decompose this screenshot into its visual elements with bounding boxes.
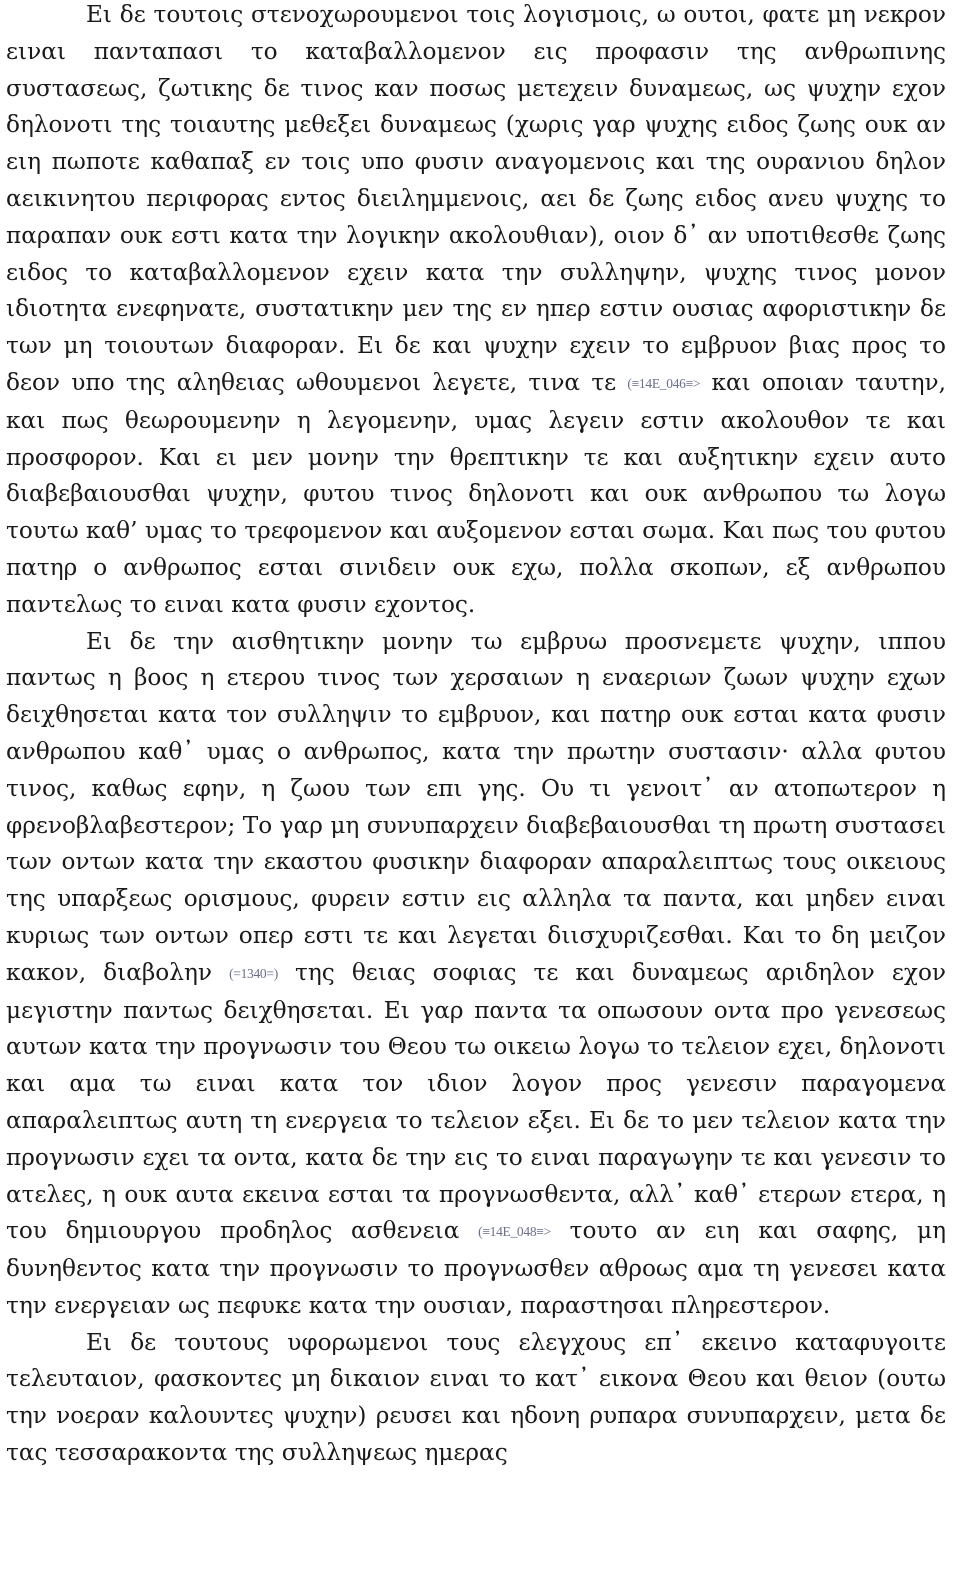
paragraph-2-text-c: τουτο αν ειη και σαφης, μη δυνηθεντος κατα την προγνωσιν το προγνωσθεν αθροως αμα τη γενεσει κατα την ενεργειαν ως πεφυκε κατα την ουσιαν, παραστησαι πληρεστερον. bbox=[6, 1217, 946, 1319]
paragraph-2-text-b: της θειας σοφιας τε και δυναμεως αριδηλον εχον μεγιστην παντως δειχθησεται. Ει γαρ παντα τα οπωσουν οντα προ γενεσεως αυτων κατα την προγνωσιν του Θεου τω οικειω λογω το τελειον εχει, δηλονοτι και αμα τω ειναι κατα τον ιδιον λογον προς γενεσιν παραγομενα απαραλειπτως αυτη τη ενεργεια το τελειον εξει. Ει δε το μεν τελειον κατα την προγνωσιν εχει τα οντα, κατα δε την εις το ειναι παραγωγην τε και γενεσιν το ατελες, η ουκ αυτα εκεινα εσται τα προγνωσθεντα, αλλ᾽ καθ᾽ ετερων ετερα, η του δημιουργου προδηλος ασθενεια bbox=[6, 958, 946, 1245]
paragraph-2 bbox=[6, 624, 946, 1325]
paragraph-2-text-a: Ει δε την αισθητικην μονην τω εμβρυω προσνεμετε ψυχην, ιππου παντως η βοος η ετερου τινος των χερσαιων η εναεριων ζωων ψυχην εχων δειχθησεται κατα τον συλληψιν το εμβρυον, και πατηρ ουκ εσται κατα φυσιν ανθρωπου καθ᾽ υμας ο ανθρωπος, κατα την πρωτην συστασιν· αλλα φυτου τινος, καθως εφην, η ζωου των επι γης. Ου τι γενοιτ᾽ αν ατοπωτερον η φρενοβλαβεστερον; Το γαρ μη συνυπαρχειν διαβεβαιουσθαι τη πρωτη συστασει των οντων κατα την εκαστου φυσικην διαφοραν απαραλειπτως τους οικειους της υπαρξεως ορισμους, φυρειν εστιν εις αλληλα τα παντα, και μηδεν ειναι κυριως των οντων οπερ εστι τε και λεγεται διισχυριζεσθαι. Και το δη μειζον κακον, διαβολην bbox=[6, 627, 946, 986]
page-marker-1340: (=1340=) bbox=[229, 965, 278, 981]
page-marker-14e-046: (≡14E_046≡> bbox=[627, 375, 701, 391]
page-marker-14e-048: (≡14E_048≡> bbox=[478, 1224, 551, 1240]
paragraph-3 bbox=[6, 1325, 946, 1472]
paragraph-1-text-a: Ει δε τουτοις στενοχωρουμενοι τοις λογισμοις, ω ουτοι, φατε μη νεκρον ειναι πανταπασι το καταβαλλομενον εις προφασιν της ανθρωπινης συστασεως, ζωτικης δε τινος καν ποσως μετεχειν δυναμεως, ως ψυχην εχον δηλονοτι της τοιαυτης μεθεξει δυναμεως (χωρις γαρ ψυχης ειδος ζωης ουκ αν ειη πωποτε καθαπαξ εν τοις υπο φυσιν αναγομενοις και της ουρανιου δηλον αεικινητου περιφορας εντος διειλημμενοις, αει δε ζωης ειδος ανευ ψυχης το παραπαν ουκ εστι κατα την λογικην ακολουθιαν), οιον δ᾽ αν υποτιθεσθε ζωης ειδος το καταβαλλομενον εχειν κατα την συλληψην, ψυχης τινος μονον ιδιοτητα ενεφηνατε, συστατικην μεν της εν ηπερ εστιν ουσιας αφοριστικην δε των μη τοιουτων διαφοραν. Ει δε και ψυχην εχειν το εμβρυον βιας προς το δεον υπο της αληθειας ωθουμενοι λεγετε, τινα τε bbox=[6, 1, 946, 396]
paragraph-1-text-b: και οποιαν ταυτην, και πως θεωρουμενην η λεγομενην, υμας λεγειν εστιν ακολουθον τε και προσφορον. Και ει μεν μονην την θρεπτικην τε και αυξητικην εχειν αυτο διαβεβαιουσθαι ψυχην, φυτου τινος δηλονοτι και ουκ ανθρωπου τω λογω τουτω καθ’ υμας το τρεφομενον και αυξομενον εσται σωμα. Και πως του φυτου πατηρ ο ανθρωπος εσται σινιδειν ουκ εχω, πολλα σκοπων, εξ ανθρωπου παντελως το ειναι κατα φυσιν εχοντος. bbox=[6, 368, 946, 618]
paragraph-1 bbox=[6, 0, 946, 624]
paragraph-3-text-a: Ει δε τουτους υφορωμενοι τους ελεγχους επ᾽ εκεινο καταφυγοιτε τελευταιον, φασκοντες μη δικαιον ειναι το κατ᾽ εικονα Θεου και θειον (ουτω την νοεραν καλουντες ψυχην) ρευσει και ηδονη ρυπαρα συνυπαρχειν, μετα δε τας τεσσαρακοντα της συλληψεως ημερας bbox=[6, 1328, 946, 1467]
